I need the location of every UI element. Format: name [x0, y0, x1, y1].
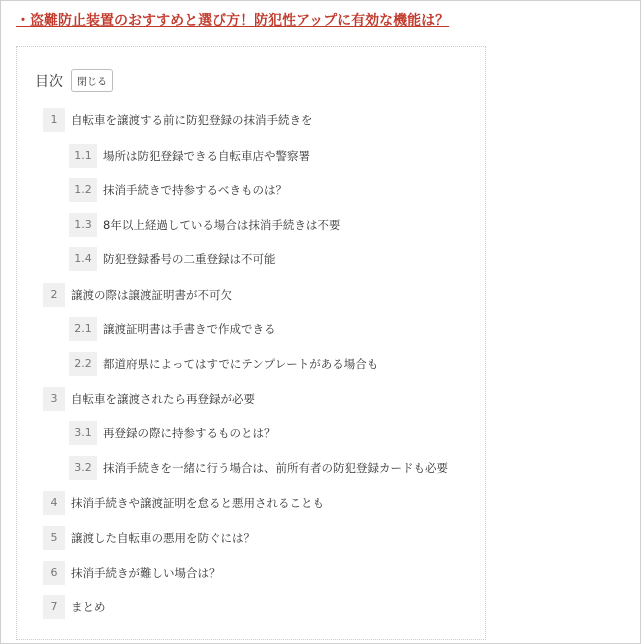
toc-item-label: 再登録の際に持参するものとは？ — [103, 426, 276, 440]
toc-item-label: 譲渡した自転車の悪用を防ぐには？ — [71, 531, 255, 545]
toc-item-3-2[interactable] — [69, 456, 448, 480]
toc-item-number: 2.2 — [69, 352, 97, 376]
toc-item-3-1[interactable] — [69, 421, 276, 445]
article-link-title[interactable]: ・盗難防止装置のおすすめと選び方！防犯性アップに有効な機能は？ — [16, 13, 450, 29]
toc-item-number: 2.1 — [69, 317, 97, 341]
toc-item-1[interactable] — [43, 108, 313, 132]
toc-item-2-2[interactable] — [69, 352, 378, 376]
toc-item-5[interactable] — [43, 526, 255, 550]
toc-item-number: 3 — [43, 387, 65, 411]
table-of-contents — [16, 46, 486, 640]
toc-item-number: 5 — [43, 526, 65, 550]
toc-item-1-4[interactable] — [69, 247, 276, 271]
toc-item-label: 自転車を譲渡する前に防犯登録の抹消手続きを — [71, 113, 313, 127]
toc-item-7[interactable] — [43, 595, 106, 619]
toc-item-2-1[interactable] — [69, 317, 276, 341]
toc-item-number: 2 — [43, 283, 65, 307]
toc-close-button[interactable]: 閉じる — [71, 69, 113, 92]
toc-item-label: 抹消手続きで持参するべきものは？ — [103, 183, 287, 197]
toc-item-1-2[interactable] — [69, 178, 287, 202]
toc-item-number: 1.3 — [69, 213, 97, 237]
toc-item-6[interactable] — [43, 561, 221, 585]
toc-item-label: 譲渡の際は譲渡証明書が不可欠 — [71, 288, 232, 302]
toc-item-number: 6 — [43, 561, 65, 585]
toc-item-label: 自転車を譲渡されたら再登録が必要 — [71, 392, 255, 406]
toc-item-number: 1.2 — [69, 178, 97, 202]
toc-item-number: 3.2 — [69, 456, 97, 480]
toc-item-4[interactable] — [43, 491, 324, 515]
toc-item-label: 抹消手続きを一緒に行う場合は、前所有者の防犯登録カードも必要 — [103, 461, 448, 475]
toc-item-label: 防犯登録番号の二重登録は不可能 — [103, 252, 276, 266]
toc-item-label: まとめ — [71, 600, 106, 614]
toc-item-number: 7 — [43, 595, 65, 619]
toc-header — [35, 69, 113, 92]
toc-item-label: 場所は防犯登録できる自転車店や警察署 — [103, 149, 310, 163]
toc-item-number: 4 — [43, 491, 65, 515]
toc-item-label: 都道府県によってはすでにテンプレートがある場合も — [103, 357, 379, 371]
toc-item-number: 1.1 — [69, 144, 97, 168]
toc-item-1-3[interactable] — [69, 213, 340, 237]
toc-item-label: 抹消手続きが難しい場合は？ — [71, 566, 221, 580]
toc-item-number: 1 — [43, 108, 65, 132]
toc-item-number: 1.4 — [69, 247, 97, 271]
toc-item-label: 譲渡証明書は手書きで作成できる — [103, 322, 276, 336]
toc-item-label: 抹消手続きや譲渡証明を怠ると悪用されることも — [71, 496, 324, 510]
toc-item-3[interactable] — [43, 387, 255, 411]
toc-item-number: 3.1 — [69, 421, 97, 445]
toc-item-label: 8年以上経過している場合は抹消手続きは不要 — [103, 218, 341, 232]
toc-item-2[interactable] — [43, 283, 232, 307]
toc-item-1-1[interactable] — [69, 144, 310, 168]
toc-title: 目次 — [35, 73, 63, 90]
